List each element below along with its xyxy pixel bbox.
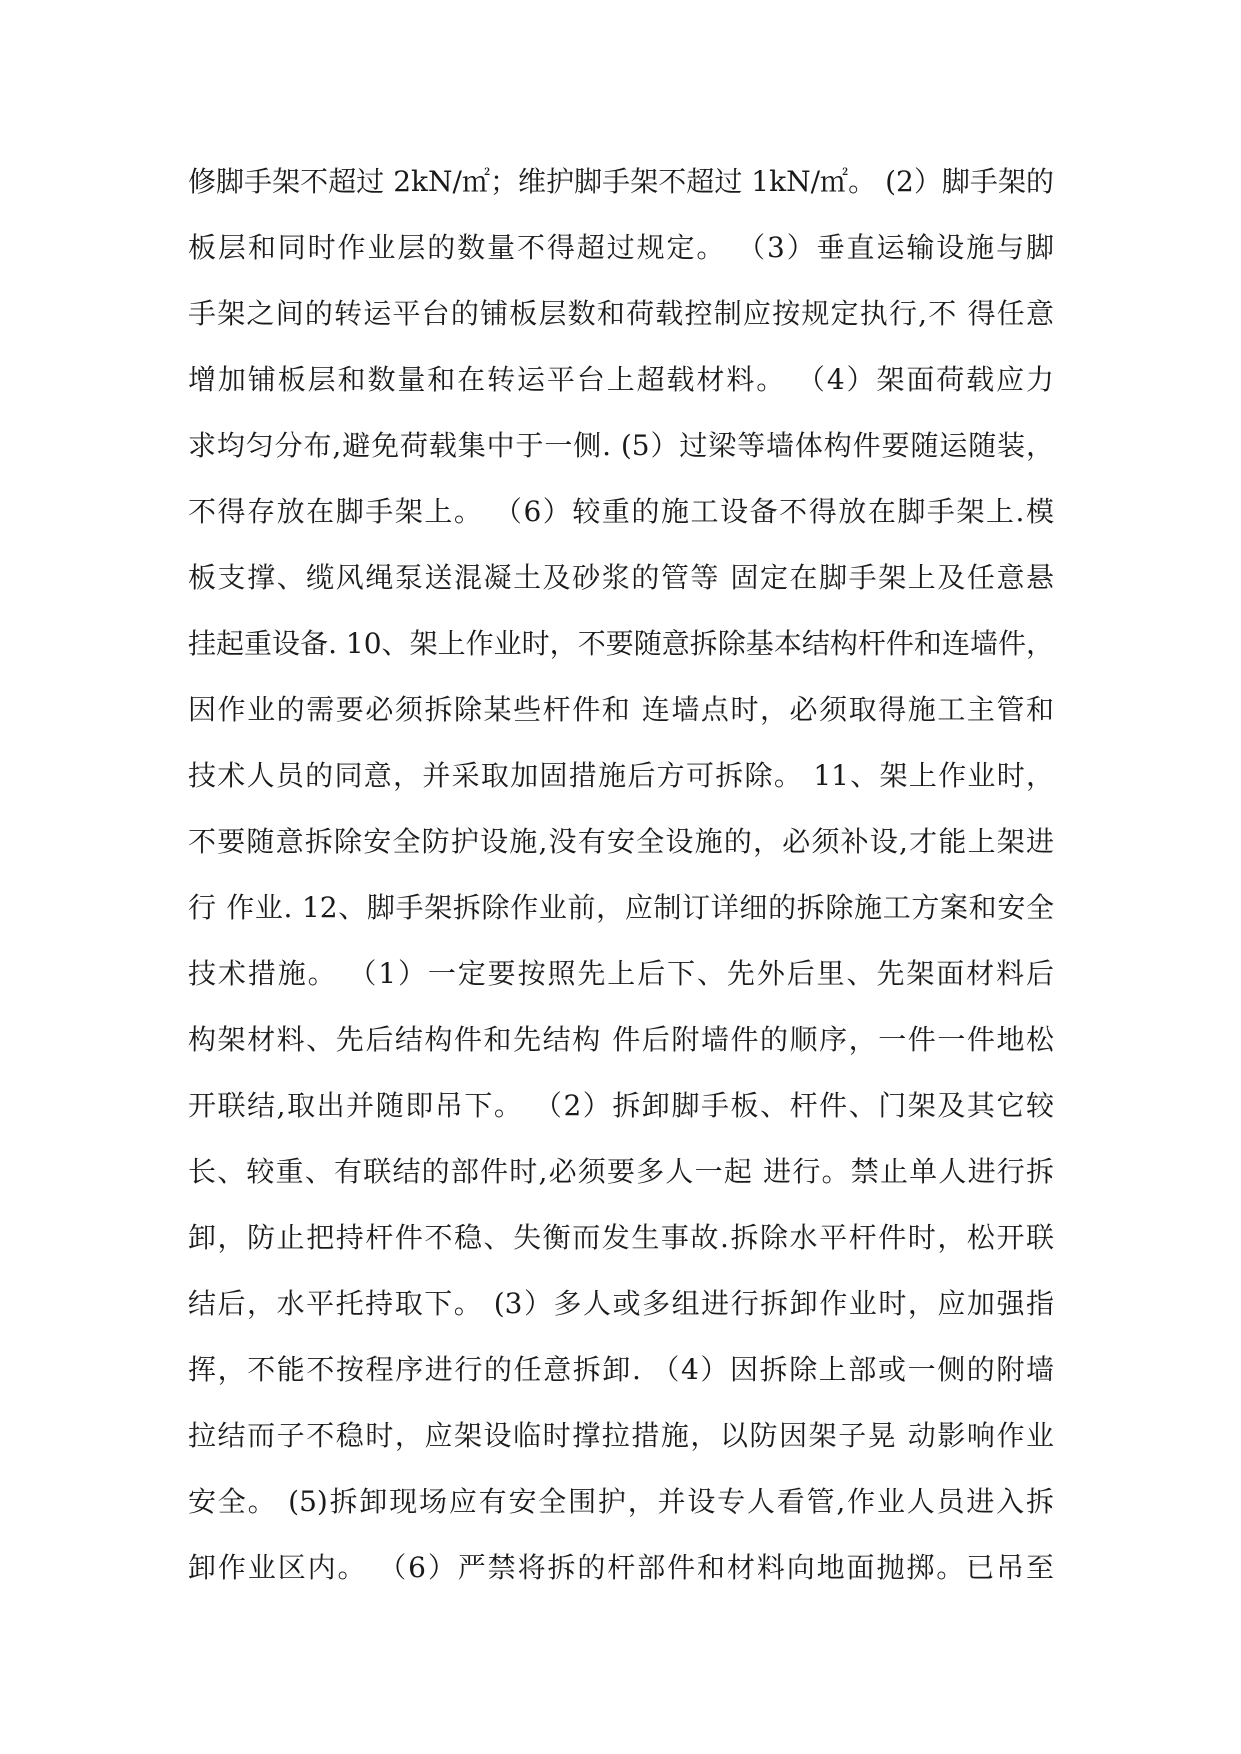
text-line: 拉结而子不稳时，应架设临时撑拉措施，以防因架子晃 动影响作业 [188,1419,1054,1452]
text-line: 修脚手架不超过 2kN/㎡；维护脚手架不超过 1kN/㎡。 (2）脚手架的 [188,165,1054,198]
text-line: 板层和同时作业层的数量不得超过规定。 （3）垂直运输设施与脚 [188,231,1054,264]
text-line: 不要随意拆除安全防护设施,没有安全设施的，必须补设,才能上架进 [188,825,1054,858]
text-line: 行 作业. 12、脚手架拆除作业前，应制订详细的拆除施工方案和安全 [188,891,1054,924]
text-line: 挥，不能不按程序进行的任意拆卸. （4）因拆除上部或一侧的附墙 [188,1353,1054,1386]
text-line: 构架材料、先后结构件和先结构 件后附墙件的顺序，一件一件地松 [188,1023,1054,1056]
body-text [188,160,1054,1612]
text-line: 不得存放在脚手架上。 （6）较重的施工设备不得放在脚手架上.模 [188,495,1054,528]
text-line: 技术措施。 （1）一定要按照先上后下、先外后里、先架面材料后 [188,957,1054,990]
text-line: 开联结,取出并随即吊下。 （2）拆卸脚手板、杆件、门架及其它较 [188,1089,1054,1122]
text-line: 增加铺板层和数量和在转运平台上超载材料。 （4）架面荷载应力 [188,363,1054,396]
text-line: 卸，防止把持杆件不稳、失衡而发生事故.拆除水平杆件时，松开联 [188,1221,1054,1254]
text-line: 因作业的需要必须拆除某些杆件和 连墙点时，必须取得施工主管和 [188,693,1054,726]
text-line: 卸作业区内。 （6）严禁将拆的杆部件和材料向地面抛掷。已吊至 [188,1551,1054,1584]
text-line: 安全。 (5)拆卸现场应有安全围护，并设专人看管,作业人员进入拆 [188,1485,1054,1518]
text-line: 长、较重、有联结的部件时,必须要多人一起 进行。禁止单人进行拆 [188,1155,1054,1188]
text-line: 求均匀分布,避免荷载集中于一侧. (5）过梁等墙体构件要随运随装， [188,429,1054,462]
text-line: 结后，水平托持取下。 (3）多人或多组进行拆卸作业时，应加强指 [188,1287,1054,1320]
text-line: 技术人员的同意，并采取加固措施后方可拆除。 11、架上作业时， [188,759,1054,792]
text-line: 板支撑、缆风绳泵送混凝土及砂浆的管等 固定在脚手架上及任意悬 [188,561,1054,594]
text-line: 手架之间的转运平台的铺板层数和荷载控制应按规定执行,不 得任意 [188,297,1054,330]
text-line: 挂起重设备. 10、架上作业时，不要随意拆除基本结构杆件和连墙件， [188,627,1054,660]
